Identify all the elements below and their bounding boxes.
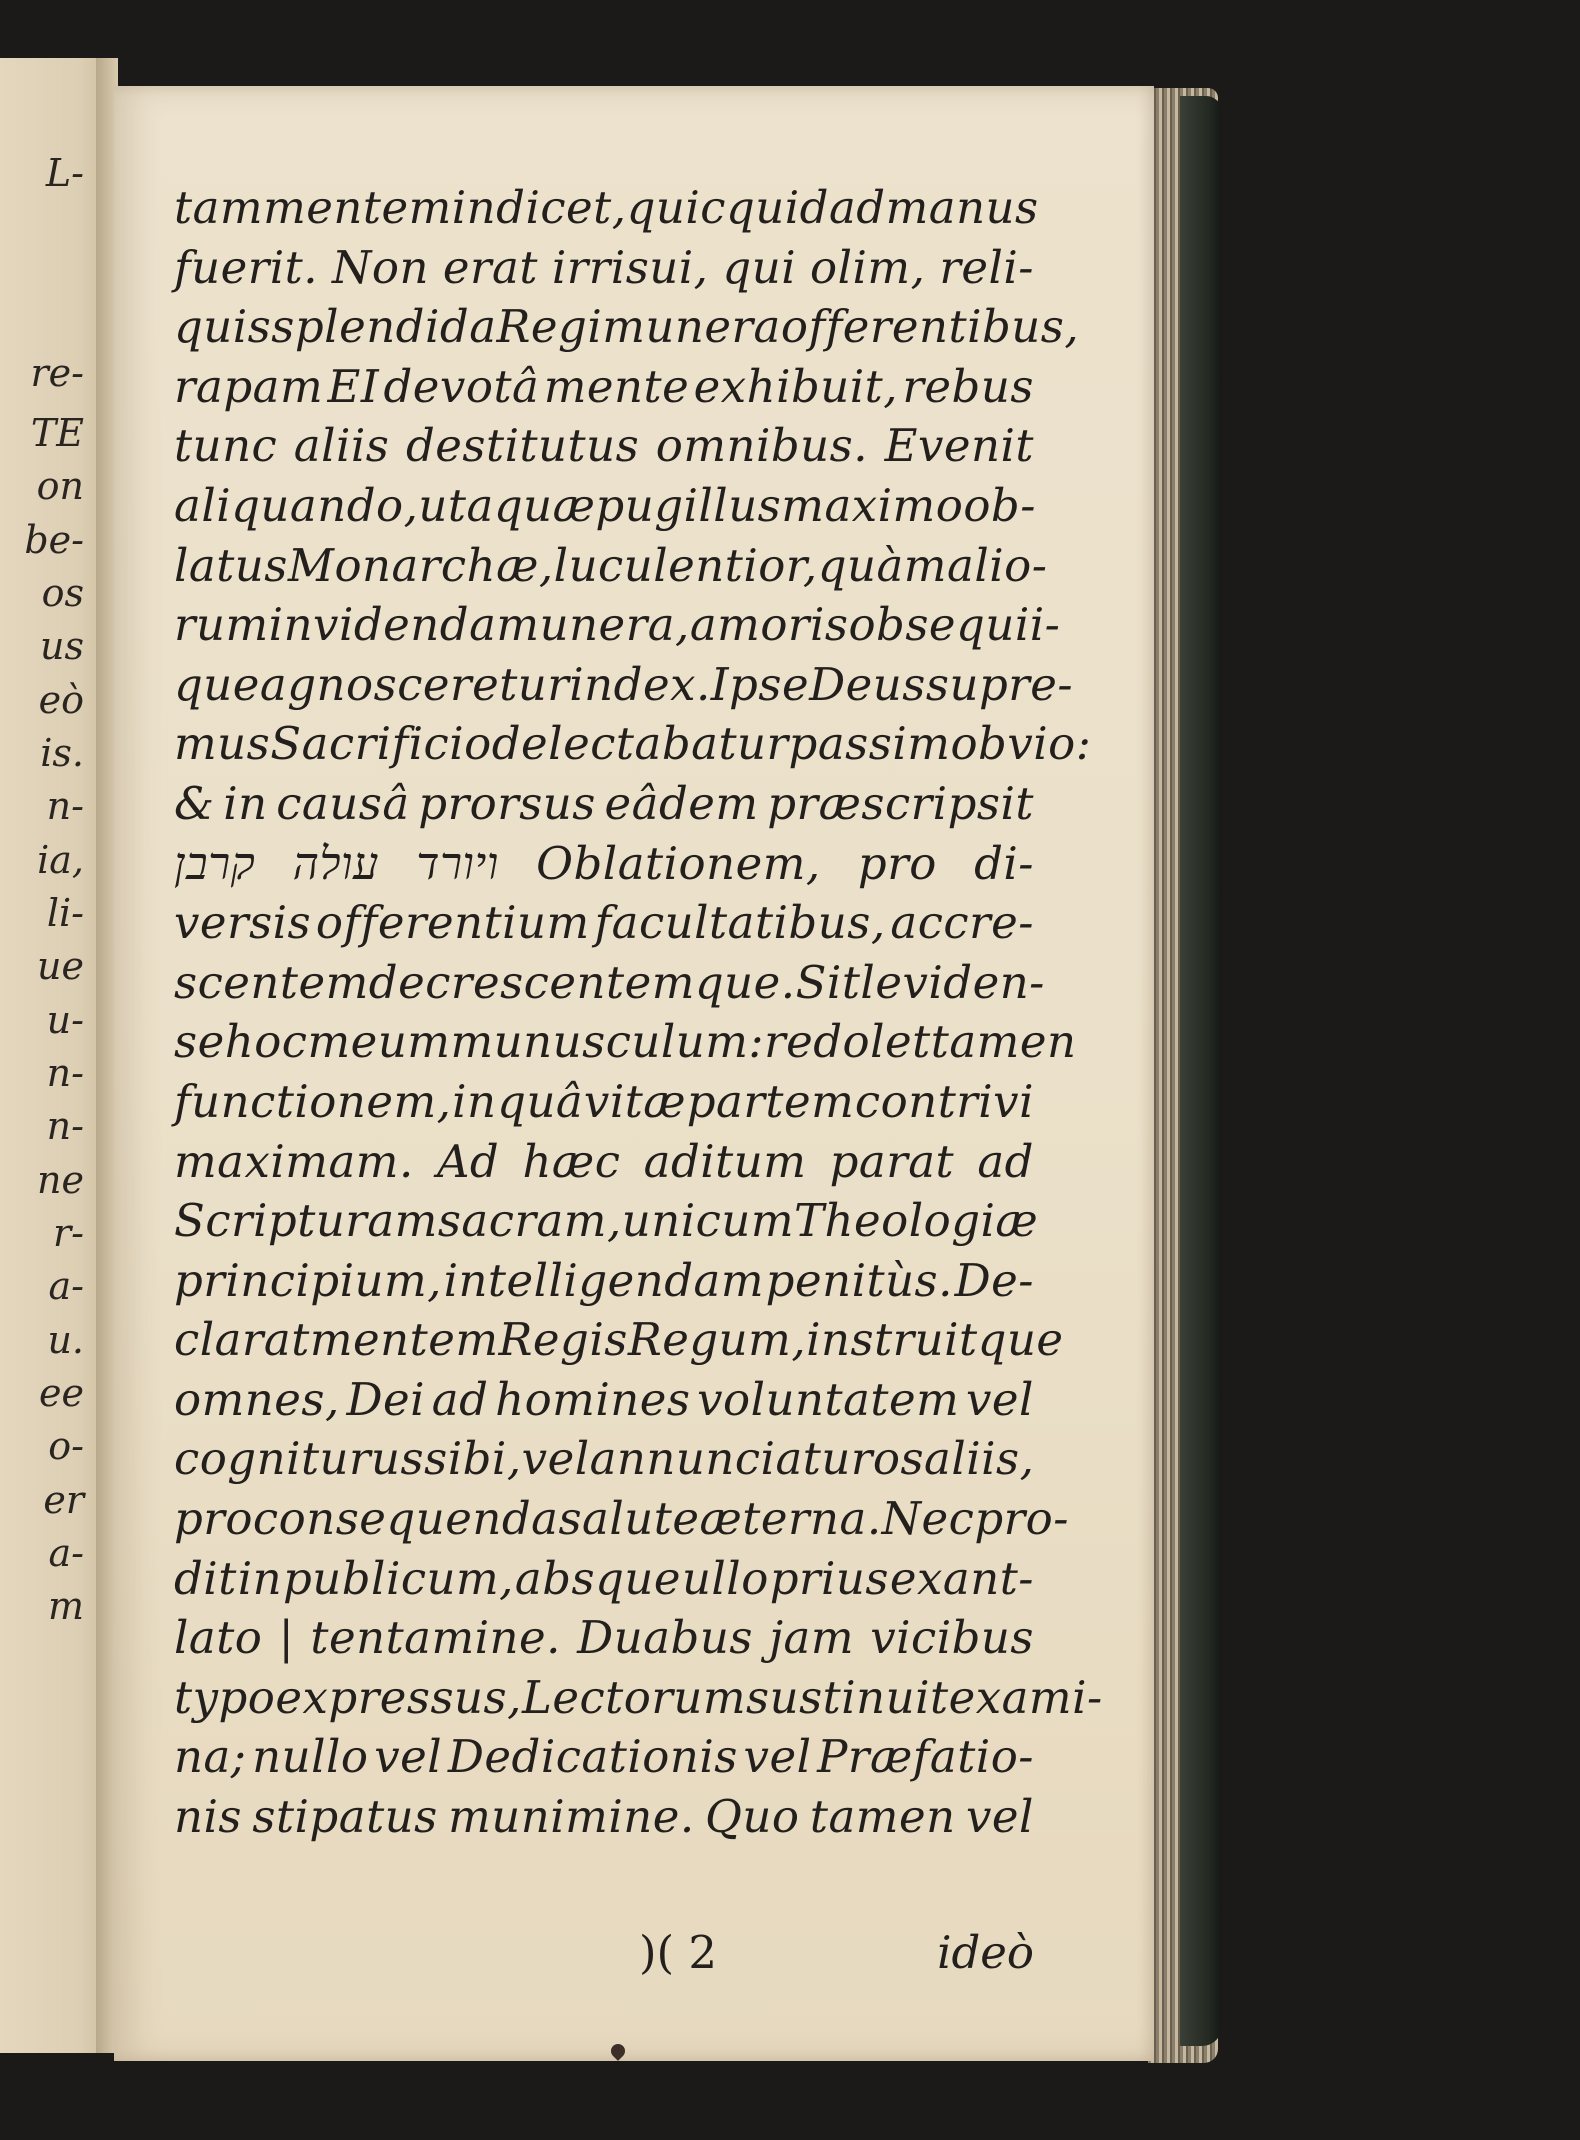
word: agnosceretur [259,657,570,711]
word: Monarchæ, [287,538,554,592]
word: vel [743,1730,812,1784]
left-page-fragment: m [47,1584,84,1628]
word: di- [974,836,1034,890]
left-page-fragment: on [36,464,84,508]
word: Sacrificio [270,717,492,771]
left-page-fragment: u. [47,1318,84,1362]
body-text [174,181,1103,1850]
word: publicum, [282,1551,514,1605]
word: munimine. [448,1790,695,1844]
word: aliquando, [174,478,419,532]
word: delectabatur [491,717,789,771]
text-line [174,1730,1034,1790]
word: meum [307,1015,451,1069]
word: aliis [293,419,390,473]
word: supre- [925,657,1074,711]
text-line [174,896,1034,956]
word: Præfatio- [817,1730,1034,1784]
word: Duabus [577,1611,753,1665]
left-page-fragment: eò [38,678,84,722]
word: versis [174,896,312,950]
word: absque [514,1551,682,1605]
word: Theologiæ [794,1194,1039,1248]
word: hæc [522,1134,621,1188]
word: tam [174,181,264,234]
word: cogniturus [174,1432,425,1486]
left-page-fragment: be- [24,518,84,562]
text-line [174,598,1061,658]
word: in [452,1074,497,1128]
word: devotâ [383,359,540,413]
text-line [174,837,1034,897]
left-page-fragment: os [41,571,84,615]
word: sacram, [437,1194,622,1248]
word: scentem [174,955,369,1009]
word: ויורד [416,836,499,890]
word: hoc [224,1015,308,1069]
left-page-fragment: a- [48,1531,84,1575]
text-line [174,1313,1064,1373]
word: & [174,776,215,830]
word: homines [495,1372,691,1426]
word: clarat [174,1313,310,1367]
word: na; [174,1730,247,1784]
word: sibi, [424,1432,522,1486]
word: tamen [930,1015,1077,1069]
text-line [174,1254,1034,1314]
word: Ipse [710,657,810,711]
left-page-fragment: n- [46,1104,84,1148]
catchword: ideò [937,1926,1034,1979]
word: קרבן [174,836,256,890]
word: functionem, [174,1074,452,1128]
word: intelligendam [443,1253,765,1307]
left-page-fragment: u- [46,998,84,1042]
text-line [174,657,1074,718]
word: omnes, [174,1372,340,1426]
text-line [174,1015,1077,1075]
left-page-fragment: ee [39,1371,84,1415]
word: expressus, [275,1670,522,1724]
left-page-fragment: TE [30,411,84,455]
word: pro [857,836,937,890]
text-line [174,538,1048,599]
word: prius [769,1551,889,1605]
word: salute [558,1492,700,1546]
word: vel [965,1790,1034,1844]
word: Sit [795,955,861,1009]
word: tunc [174,419,278,473]
left-page-fragment: r- [52,1211,84,1255]
word: tentamine. [310,1611,561,1665]
word: Oblationem, [536,836,821,890]
word: offerentibus, [780,300,1080,354]
word: Regum, [627,1313,807,1367]
word: ad [977,1134,1034,1188]
word: munera, [496,598,690,652]
word: obsequii- [848,598,1061,652]
word: rapam [174,359,324,413]
left-page-fragment: n- [46,1051,84,1095]
word: rum [174,598,269,652]
word: annunciaturos [589,1432,925,1486]
word: parat [829,1134,955,1188]
text-line [174,1552,1034,1612]
word: mentem [263,181,452,234]
left-page-fragment: is. [40,731,84,775]
text-line [174,1432,1034,1492]
page-footer [174,1926,1034,1986]
word: sustinuit [746,1670,949,1724]
word: ut [418,478,467,532]
word: præscripsit [767,776,1034,830]
text-line [174,1790,1034,1850]
word: aditum [643,1134,807,1188]
word: munusculum: [450,1015,765,1069]
word: facultatibus, [594,896,886,950]
word: reli- [939,240,1034,294]
word: fuerit. [174,240,319,294]
word: exant- [889,1551,1034,1605]
left-page-fragment: ia, [37,838,84,882]
word: quicquid [626,181,829,234]
word: Regis [498,1313,628,1367]
word: dit [174,1551,237,1605]
text-line [174,1611,1034,1671]
word: vel [374,1730,443,1784]
word: offerentium [315,896,590,950]
word: amoris [689,598,849,652]
word: in [223,776,268,830]
word: pro- [974,1492,1069,1546]
text-line [174,1194,1039,1254]
word: decrescentemque. [368,955,796,1009]
text-line [174,300,1080,360]
word: manus [885,181,1039,234]
word: exami- [948,1670,1103,1724]
word: pro [174,1492,253,1546]
word: vitæ [583,1074,687,1128]
word: unicum [621,1194,794,1248]
word: partem [686,1074,855,1128]
word: instruitque [806,1313,1064,1367]
word: se [174,1015,225,1069]
left-page-fragment: L- [45,151,84,195]
text-line [174,1135,1034,1195]
word: principium, [174,1253,442,1307]
word: leviden- [860,955,1045,1009]
left-page-fragment: us [40,624,84,668]
left-page-fragment: n- [46,784,84,828]
word: Non [332,240,429,294]
word: vicibus [870,1611,1034,1665]
word: causâ [276,776,410,830]
word: maximam. [174,1134,414,1188]
word: penitùs. [765,1253,953,1307]
word: Ad [436,1134,500,1188]
word: voluntatem [697,1372,960,1426]
text-line [174,1373,1034,1433]
word: pugillus [595,478,782,532]
word: Evenit [884,419,1034,473]
text-line [174,1492,1069,1552]
word: consequenda [252,1492,559,1546]
word: ullo [681,1551,769,1605]
book-cover-edge [1180,96,1222,2046]
word: omnibus. [655,419,869,473]
left-page-fragment: er [43,1478,84,1522]
word: vel [965,1372,1034,1426]
word: vel [521,1432,590,1486]
word: alio- [946,538,1048,592]
word: munera [602,300,781,354]
word: tamen [809,1790,956,1844]
word: redolet [764,1015,931,1069]
left-page-fragment: re- [30,351,84,395]
word: ad [431,1372,489,1426]
word: Dedicationis [447,1730,738,1784]
word: Scripturam [174,1194,438,1248]
word: aquæ [466,478,596,532]
word: maximo [781,478,964,532]
word: mente [543,359,690,413]
word: destitutus [405,419,640,473]
text-line [174,360,1034,420]
text-line [174,1075,1034,1135]
left-page-fragment: ne [37,1158,84,1202]
text-line [174,241,1034,301]
word: quâ [497,1074,584,1128]
word: De- [954,1253,1034,1307]
word: Lectorum [521,1670,746,1724]
word: mentem [309,1313,499,1367]
text-line [174,479,1034,539]
word: irrisui, [551,240,709,294]
word: Dei [346,1372,426,1426]
text-line [174,955,1045,1016]
ornament-icon [608,2041,628,2061]
left-page-fragment: li- [46,891,84,935]
word: exhibuit, [693,359,899,413]
word: index. [569,657,711,711]
word: Nec [881,1492,975,1546]
word: Deus [809,657,926,711]
word: lato [174,1611,263,1665]
word: erat [442,240,538,294]
word: quàm [817,538,947,592]
word: EI [327,359,380,413]
text-line [174,777,1034,837]
word: quis [174,300,272,354]
word: obvio: [950,717,1092,771]
word: aliis, [924,1432,1035,1486]
word: ad [828,181,886,234]
text-line [174,717,1092,777]
word: olim, [810,240,926,294]
left-page-fragment: a- [48,1264,84,1308]
word: luculentior, [553,538,818,592]
word: ob- [963,478,1036,532]
word: invidenda [268,598,497,652]
word: nullo [252,1730,369,1784]
word: qui [722,240,797,294]
word: in [237,1551,283,1605]
right-page [114,86,1154,2061]
left-page-fragment: ue [37,944,84,988]
left-page-fragment: o- [48,1424,84,1468]
word: latus [174,538,288,592]
word: Regi [496,300,603,354]
text-line [174,1670,1103,1731]
word: typo [174,1670,276,1724]
word: mus [174,717,271,771]
word: stipatus [252,1790,438,1844]
word: indicet, [451,181,627,234]
text-line [174,419,1034,479]
word: contrivi [854,1074,1034,1128]
word: passim [788,717,951,771]
word: que [174,657,260,711]
word: | [278,1611,295,1665]
word: rebus [902,359,1034,413]
word: prorsus [418,776,596,830]
word: nis [174,1790,242,1844]
word: Quo [705,1790,800,1844]
word: æterna. [699,1492,882,1546]
signature-mark: )( 2 [639,1926,718,1979]
text-line [174,181,1039,241]
word: עולה [292,836,379,890]
word: accre- [890,896,1034,950]
word: splendida [271,300,497,354]
word: jam [769,1611,855,1665]
word: eâdem [604,776,759,830]
